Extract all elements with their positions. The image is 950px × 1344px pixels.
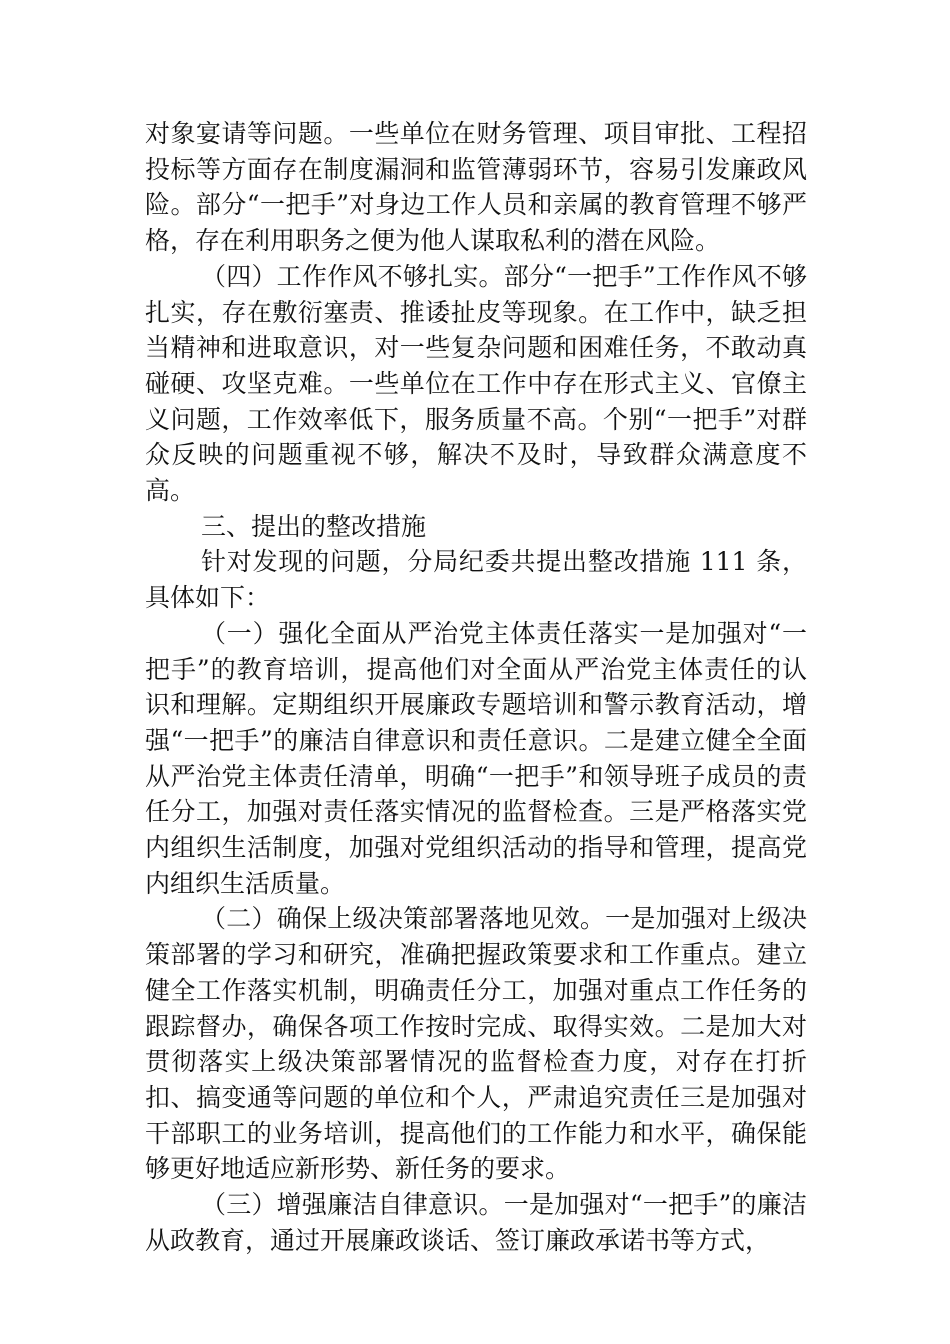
paragraph-measures-intro: 针对发现的问题，分局纪委共提出整改措施 111 条，具体如下： xyxy=(145,547,807,613)
paragraph-section-4-work-style: （四）工作作风不够扎实。部分“一把手”工作作风不够扎实，存在敷衍塞责、推诿扯皮等现象。在工作中，缺乏担当精神和进取意识，对一些复杂问题和困难任务，不敢动真碰硬、攻坚克难。一些单位在工作中存在形式主义、官僚主义问题，工作效率低下，服务质量不高。个别“一把手”对群众反映的问题重视不够，解决不及时，导致群众满意度不高。 xyxy=(145,261,807,506)
section-heading-rectification-measures: 三、提出的整改措施 xyxy=(201,511,427,541)
document-body xyxy=(145,116,807,1259)
paragraph-measure-2: （二）确保上级决策部署落地见效。一是加强对上级决策部署的学习和研究，准确把握政策要求和工作重点。建立健全工作落实机制，明确责任分工，加强对重点工作任务的跟踪督办，确保各项工作按时完成、取得实效。二是加大对贯彻落实上级决策部署情况的监督检查力度，对存在打折扣、搞变通等问题的单位和个人，严肃追究责任三是加强对干部职工的业务培训，提高他们的工作能力和水平，确保能够更好地适应新形势、新任务的要求。 xyxy=(145,904,807,1184)
paragraph-measure-1: （一）强化全面从严治党主体责任落实一是加强对“一把手”的教育培训，提高他们对全面从严治党主体责任的认识和理解。定期组织开展廉政专题培训和警示教育活动，增强“一把手”的廉洁自律意识和责任意识。二是建立健全全面从严治党主体责任清单，明确“一把手”和领导班子成员的责任分工，加强对责任落实情况的监督检查。三是严格落实党内组织生活制度，加强对党组织活动的指导和管理，提高党内组织生活质量。 xyxy=(145,618,807,898)
paragraph-measure-3: （三）增强廉洁自律意识。一是加强对“一把手”的廉洁从政教育，通过开展廉政谈话、签订廉政承诺书等方式， xyxy=(145,1190,807,1255)
paragraph-continuation: 对象宴请等问题。一些单位在财务管理、项目审批、工程招投标等方面存在制度漏洞和监管薄弱环节，容易引发廉政风险。部分“一把手”对身边工作人员和亲属的教育管理不够严格，存在利用职务之便为他人谋取私利的潜在风险。 xyxy=(145,119,807,256)
